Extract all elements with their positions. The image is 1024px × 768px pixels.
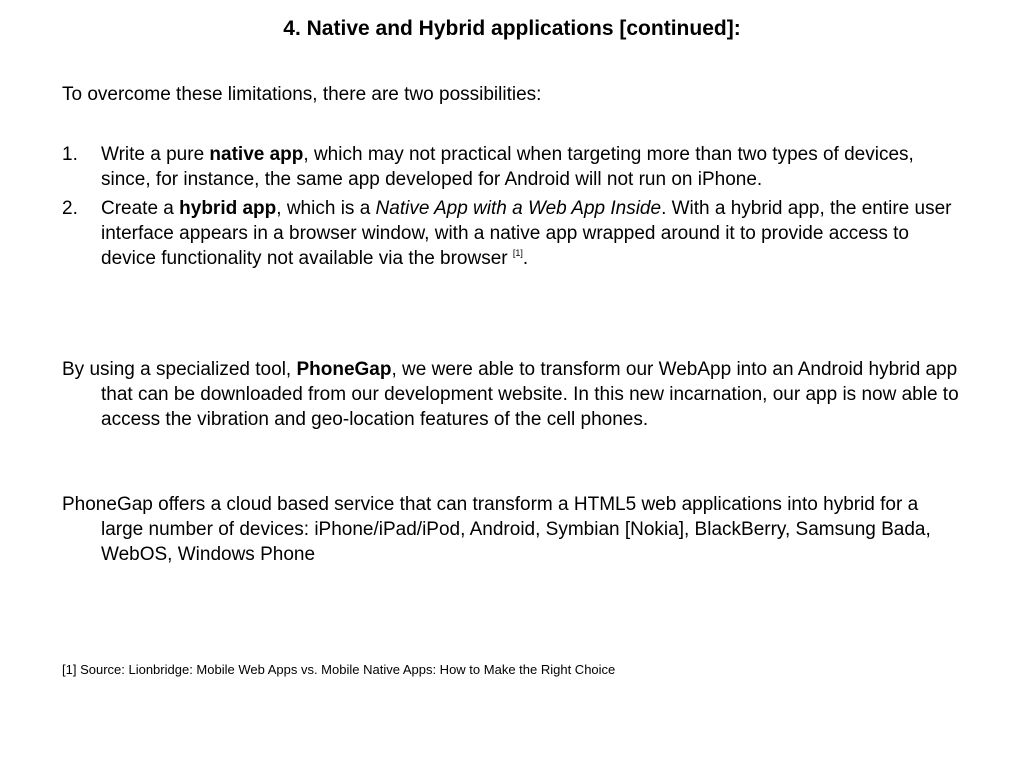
footnote-reference: [1]	[512, 248, 523, 258]
list-item	[62, 196, 962, 271]
list-item-text: . With a hybrid app, the entire user interface appears in a browser window, with a native app wrapped around it to provide access to device functionality not available via the browser	[101, 198, 952, 269]
list-item	[62, 142, 962, 192]
possibilities-list	[62, 142, 962, 275]
list-item-number: 2.	[62, 198, 78, 219]
intro-text: To overcome these limitations, there are two possibilities:	[62, 84, 542, 105]
list-item-text: , which is a	[276, 198, 376, 219]
paragraph-text: , we were able to transform our WebApp into an Android hybrid app that can be downloaded from our development website. In this new incarnation, our app is now able to access the vibration and geo-location features of the cell phones.	[101, 359, 959, 430]
paragraph-text: By using a specialized tool,	[62, 359, 297, 380]
hybrid-app-term: hybrid app	[179, 198, 277, 219]
list-item-text: Write a pure	[101, 144, 210, 165]
cloud-service-paragraph: PhoneGap offers a cloud based service that can transform a HTML5 web applications into hybrid for a large number of devices: iPhone/iPad/iPod, Android, Symbian [Nokia], BlackBerry, Samsung Bada, WebOS, Windows Phone	[62, 494, 931, 565]
list-item-text: , which may not practical when targeting more than two types of devices, since, for instance, the same app developed for Android will not run on iPhone.	[101, 144, 914, 190]
list-item-number: 1.	[62, 144, 78, 165]
phonegap-paragraph	[62, 357, 962, 432]
phonegap-term: PhoneGap	[296, 359, 392, 380]
footnote: [1] Source: Lionbridge: Mobile Web Apps vs. Mobile Native Apps: How to Make the Right Choice	[62, 662, 616, 677]
list-item-text: .	[522, 248, 529, 269]
slide-title: 4. Native and Hybrid applications [continued]:	[283, 17, 741, 40]
hybrid-app-definition: Native App with a Web App Inside	[375, 198, 662, 219]
native-app-term: native app	[209, 144, 304, 165]
list-item-text: Create a	[101, 198, 180, 219]
